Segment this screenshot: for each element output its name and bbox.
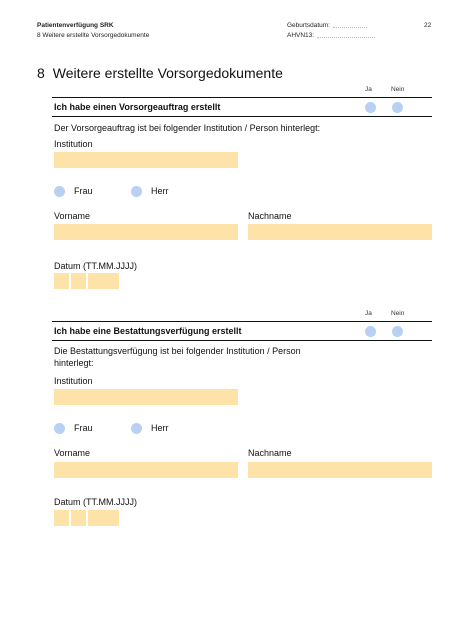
date-month-field[interactable] — [71, 273, 86, 289]
column-header-no: Nein — [391, 86, 405, 93]
radio-yes[interactable] — [365, 102, 376, 113]
date-day-field[interactable] — [54, 273, 69, 289]
firstname-field[interactable] — [54, 224, 238, 240]
radio-no[interactable] — [392, 326, 403, 337]
birthdate-row — [287, 22, 367, 30]
option-herr-label: Herr — [151, 423, 169, 433]
column-header-yes: Ja — [365, 310, 372, 317]
option-frau-label: Frau — [74, 186, 93, 196]
birthdate-field[interactable] — [333, 22, 367, 28]
question-row-vorsorgeauftrag — [52, 97, 432, 117]
institution-label: Institution — [54, 139, 93, 149]
section-number: 8 — [37, 65, 45, 81]
date-day-field[interactable] — [54, 510, 69, 526]
radio-no[interactable] — [392, 102, 403, 113]
lastname-field[interactable] — [248, 224, 432, 240]
institution-field[interactable] — [54, 389, 238, 405]
section-title: Weitere erstellte Vorsorgedokumente — [52, 65, 283, 81]
option-herr-label: Herr — [151, 186, 169, 196]
column-header-yes: Ja — [365, 86, 372, 93]
document-title: Patientenverfügung SRK — [37, 22, 114, 29]
date-label: Datum (TT.MM.JJJJ) — [54, 261, 137, 271]
date-year-field[interactable] — [88, 510, 119, 526]
date-year-field[interactable] — [88, 273, 119, 289]
ahv-row — [287, 32, 375, 40]
birthdate-label: Geburtsdatum: — [287, 22, 330, 29]
ahv-label: AHVN13: — [287, 32, 315, 39]
question-row-bestattungsverfuegung — [52, 321, 432, 341]
question-label: Ich habe eine Bestattungsverfügung erstellt — [54, 326, 242, 336]
date-label: Datum (TT.MM.JJJJ) — [54, 497, 137, 507]
question-label: Ich habe einen Vorsorgeauftrag erstellt — [54, 102, 221, 112]
date-month-field[interactable] — [71, 510, 86, 526]
description-text-line1: Die Bestattungsverfügung ist bei folgender Institution / Person — [54, 346, 301, 356]
radio-herr[interactable] — [131, 423, 142, 434]
radio-herr[interactable] — [131, 186, 142, 197]
firstname-label: Vorname — [54, 211, 91, 221]
section-reference: 8 Weitere erstellte Vorsorgedokumente — [37, 32, 150, 39]
radio-frau[interactable] — [54, 186, 65, 197]
firstname-field[interactable] — [54, 462, 238, 478]
description-text: Der Vorsorgeauftrag ist bei folgender Institution / Person hinterlegt: — [54, 123, 321, 133]
page-number: 22 — [424, 22, 432, 29]
radio-yes[interactable] — [365, 326, 376, 337]
option-frau-label: Frau — [74, 423, 93, 433]
radio-frau[interactable] — [54, 423, 65, 434]
section-heading — [37, 65, 283, 81]
institution-label: Institution — [54, 376, 93, 386]
description-text-line2: hinterlegt: — [54, 358, 94, 368]
ahv-field[interactable] — [317, 32, 375, 38]
column-header-no: Nein — [391, 310, 405, 317]
lastname-label: Nachname — [248, 448, 292, 458]
lastname-label: Nachname — [248, 211, 292, 221]
institution-field[interactable] — [54, 152, 238, 168]
firstname-label: Vorname — [54, 448, 91, 458]
lastname-field[interactable] — [248, 462, 432, 478]
